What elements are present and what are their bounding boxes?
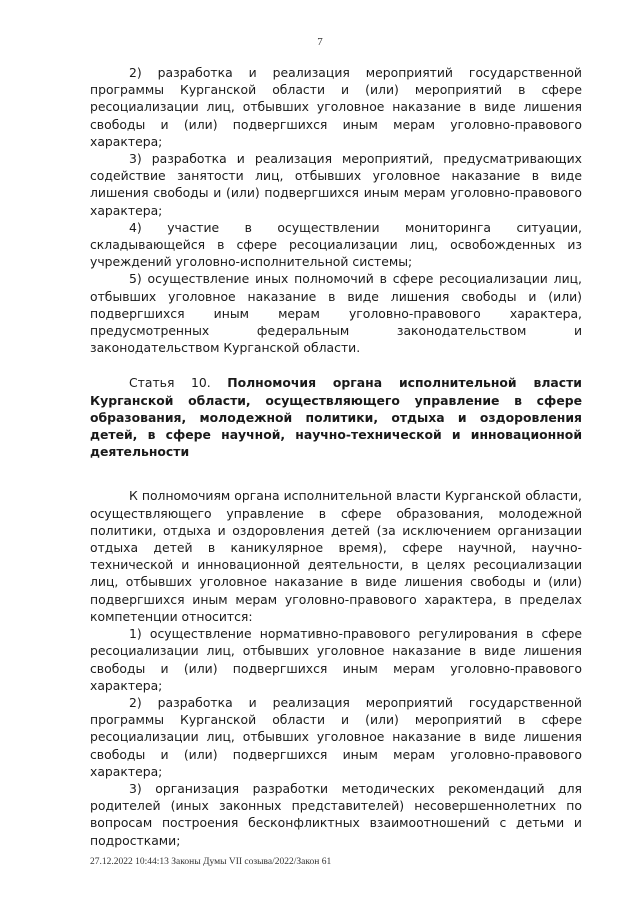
document-body bbox=[90, 64, 582, 849]
page-number: 7 bbox=[317, 36, 323, 48]
spacer bbox=[90, 460, 582, 487]
article-intro: К полномочиям органа исполнительной власти Курганской области, осуществляющего управление в сфере образования, молодежной политики, отдыха и оздоровления детей (за исключением организации отдыха детей в каникулярное время), сфере научной, научно-технической и инновационной деятельности, в целях ресоциализации лиц, отбывших уголовное наказание в виде лишения свободы и (или) подвергшихся иным мерам уголовно-правового характера, в пределах компетенции относится: bbox=[90, 488, 582, 624]
document-footer: 27.12.2022 10:44:13 Законы Думы VII созыва/2022/Закон 61 bbox=[90, 857, 332, 867]
list-item-3: 3) организация разработки методических рекомендаций для родителей (иных законных представителей) несовершеннолетних по вопросам построения бесконфликтных взаимоотношений с детьми и подростками; bbox=[90, 780, 582, 848]
list-item-5: 5) осуществление иных полномочий в сфере ресоциализации лиц, отбывших уголовное наказание в виде лишения свободы и (или) подвергшихся иным мерам уголовно-правового характера, предусмотренных федеральным законодательством и законодательством Курганской области. bbox=[90, 271, 582, 356]
list-item-1: 1) осуществление нормативно-правового регулирования в сфере ресоциализации лиц, отбывших уголовное наказание в виде лишения свободы и (или) подвергшихся иным мерам уголовно-правового характера; bbox=[90, 626, 582, 693]
list-item-2: 2) разработка и реализация мероприятий государственной программы Курганской области и (или) мероприятий в сфере ресоциализации лиц, отбывших уголовное наказание в виде лишения свободы и (или) подвергшихся иным мерам уголовно-правового характера; bbox=[90, 65, 582, 149]
list-item-3: 3) разработка и реализация мероприятий, предусматривающих содействие занятости лиц, отбывших уголовное наказание в виде лишения свободы и (или) подвергшихся иным мерам уголовно-правового характера; bbox=[90, 151, 582, 218]
article-title: Полномочия органа исполнительной власти Курганской области, осуществляющего управление в сфере образования, молодежной политики, отдыха и оздоровления детей, в сфере научной, научно-технической и инновационной деятельности bbox=[90, 375, 582, 460]
article-label: Статья 10. bbox=[129, 375, 211, 391]
article-heading bbox=[90, 374, 582, 460]
list-item-4: 4) участие в осуществлении мониторинга ситуации, складывающейся в сфере ресоциализации лиц, освобожденных из учреждений уголовно-исполнительной системы; bbox=[90, 219, 582, 270]
spacer bbox=[90, 356, 582, 374]
list-item-2: 2) разработка и реализация мероприятий государственной программы Курганской области и (или) мероприятий в сфере ресоциализации лиц, отбывших уголовное наказание в виде лишения свободы и (или) подвергшихся иным мерам уголовно-правового характера; bbox=[90, 694, 582, 779]
